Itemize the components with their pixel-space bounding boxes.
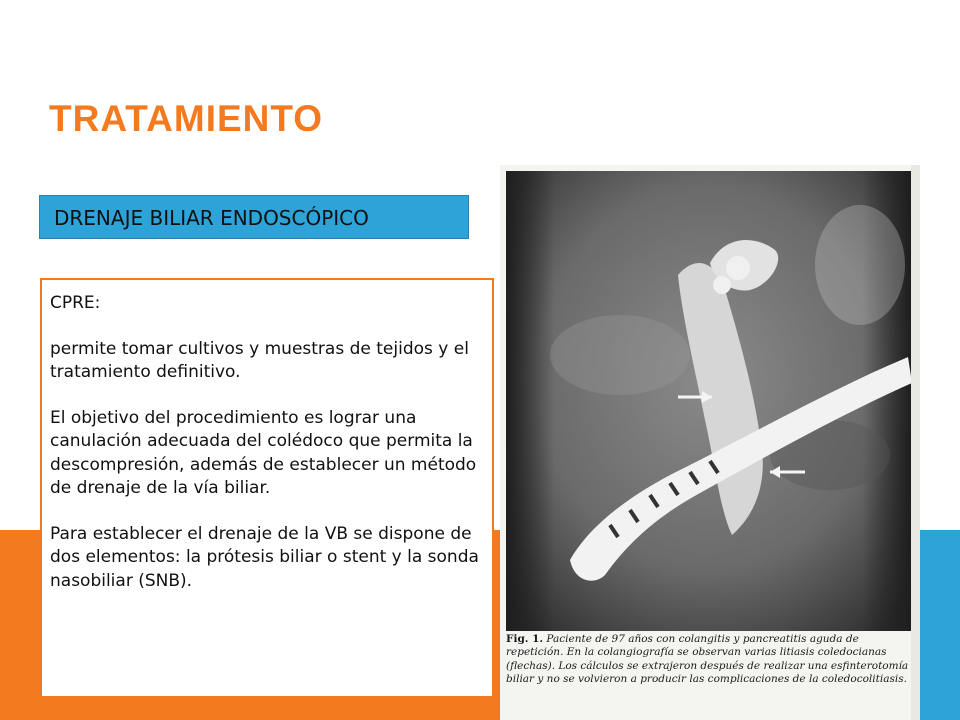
spacer xyxy=(50,385,482,407)
paragraph-objetivo: El objetivo del procedimiento es lograr una canulación adecuada del colédoco que permita la descompresión, además de establecer un método de drenaje de la vía biliar. xyxy=(50,407,477,498)
text-box xyxy=(40,278,494,698)
spacer xyxy=(50,501,482,523)
caption-label: Fig. 1. xyxy=(506,633,544,645)
caption-text: Paciente de 97 años con colangitis y pancreatitis aguda de repetición. En la colangiografía se observan varias litiasis coledocianas (flechas). Los cálculos se extrajeron después de realizar una esfinterotomía biliar y no se volvieron a producir las complicaciones de la coledocolitiasis. xyxy=(506,633,909,686)
paragraph-drenaje: Para establecer el drenaje de la VB se dispone de dos elementos: la prótesis biliar o stent y la sonda nasobiliar (SNB). xyxy=(50,523,479,591)
spacer xyxy=(50,316,482,338)
paragraph-cpre: CPRE: xyxy=(50,293,101,313)
figure-caption xyxy=(506,633,914,687)
subtitle-box: DRENAJE BILIAR ENDOSCÓPICO xyxy=(39,195,469,239)
paragraph-cultivos: permite tomar cultivos y muestras de tejidos y el tratamiento definitivo. xyxy=(50,338,469,382)
slide-title: TRATAMIENTO xyxy=(49,98,324,139)
